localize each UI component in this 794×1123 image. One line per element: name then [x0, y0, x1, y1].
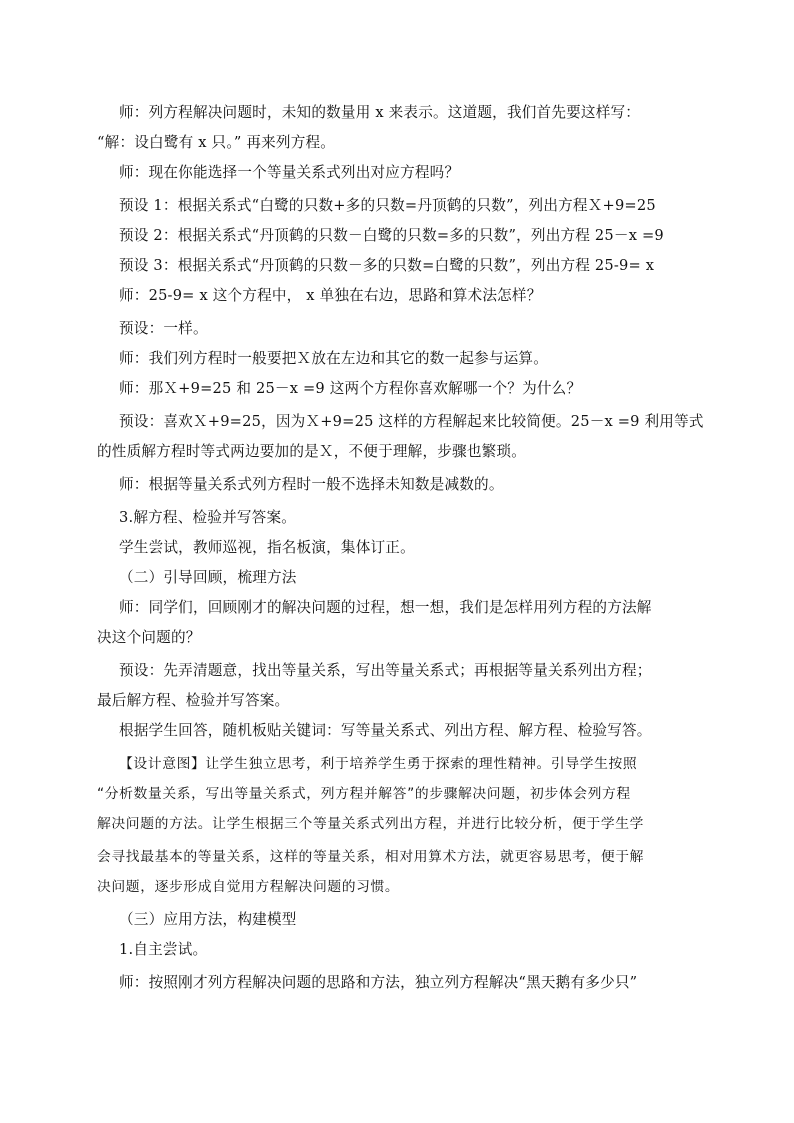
paragraph-line: 预设 2：根据关系式“丹顶鹤的只数－白鹭的只数=多的只数”，列出方程 25－x =9	[119, 227, 664, 244]
step-heading: 1.自主尝试。	[119, 941, 208, 958]
paragraph-line: 师：同学们，回顾刚才的解决问题的过程，想一想，我们是怎样用列方程的方法解	[119, 599, 652, 616]
paragraph-line: 师：我们列方程时一般要把Ｘ放在左边和其它的数一起参与运算。	[119, 350, 549, 367]
paragraph-line: 最后解方程、检验并写答案。	[97, 692, 290, 709]
paragraph-line: 预设：一样。	[119, 320, 208, 337]
paragraph-line: 根据学生回答，随机板贴关键词：写等量关系式、列出方程、解方程、检验写答。	[119, 722, 652, 739]
design-intent-line: 会寻找最基本的等量关系，这样的等量关系，相对用算术方法，就更容易思考，便于解	[97, 849, 645, 865]
paragraph-line: 学生尝试，教师巡视，指名板演，集体订正。	[119, 539, 415, 556]
design-intent-line: “分析数量关系，写出等量关系式，列方程并解答”的步骤解决问题，初步体会列方程	[97, 786, 631, 802]
design-intent-line: 解决问题的方法。让学生根据三个等量关系式列出方程，并进行比较分析，便于学生学	[97, 816, 645, 832]
paragraph-line: 的性质解方程时等式两边要加的是Ｘ，不便于理解，步骤也繁琐。	[97, 443, 527, 460]
paragraph-line: 师：那Ｘ+9=25 和 25－x =9 这两个方程你喜欢解哪一个？为什么？	[119, 380, 582, 397]
step-heading: 3.解方程、检验并写答案。	[119, 509, 297, 526]
design-intent-line: 【设计意图】让学生独立思考，利于培养学生勇于探索的理性精神。引导学生按照	[119, 756, 638, 772]
paragraph-line: 预设：先弄清题意，找出等量关系，写出等量关系式；再根据等量关系列出方程；	[119, 662, 652, 679]
section-heading: （三）应用方法，构建模型	[119, 911, 297, 928]
paragraph-line: 师：25-9= x 这个方程中， x 单独在右边，思路和算术法怎样？	[119, 287, 542, 304]
paragraph-line: 预设：喜欢Ｘ+9=25，因为Ｘ+9=25 这样的方程解起来比较简便。25－x =9 利用等式	[119, 413, 704, 430]
paragraph-line: 预设 1：根据关系式“白鹭的只数+多的只数=丹顶鹤的只数”，列出方程Ｘ+9=25	[119, 197, 656, 214]
paragraph-line: “解：设白鹭有 x 只。” 再来列方程。	[97, 134, 336, 151]
paragraph-line: 预设 3：根据关系式“丹顶鹤的只数－多的只数=白鹭的只数”，列出方程 25-9= x	[119, 257, 655, 274]
paragraph-line: 师：现在你能选择一个等量关系式列出对应方程吗？	[119, 164, 460, 181]
paragraph-line: 师：列方程解决问题时，未知的数量用 x 来表示。这道题，我们首先要这样写：	[119, 104, 641, 121]
section-heading: （二）引导回顾，梳理方法	[119, 569, 297, 586]
paragraph-line: 决这个问题的？	[97, 629, 201, 646]
design-intent-line: 决问题，逐步形成自觉用方程解决问题的习惯。	[97, 879, 400, 895]
paragraph-line: 师：根据等量关系式列方程时一般不选择未知数是减数的。	[119, 476, 504, 493]
paragraph-line: 师：按照刚才列方程解决问题的思路和方法，独立列方程解决“黑天鹅有多少只”	[119, 974, 638, 991]
